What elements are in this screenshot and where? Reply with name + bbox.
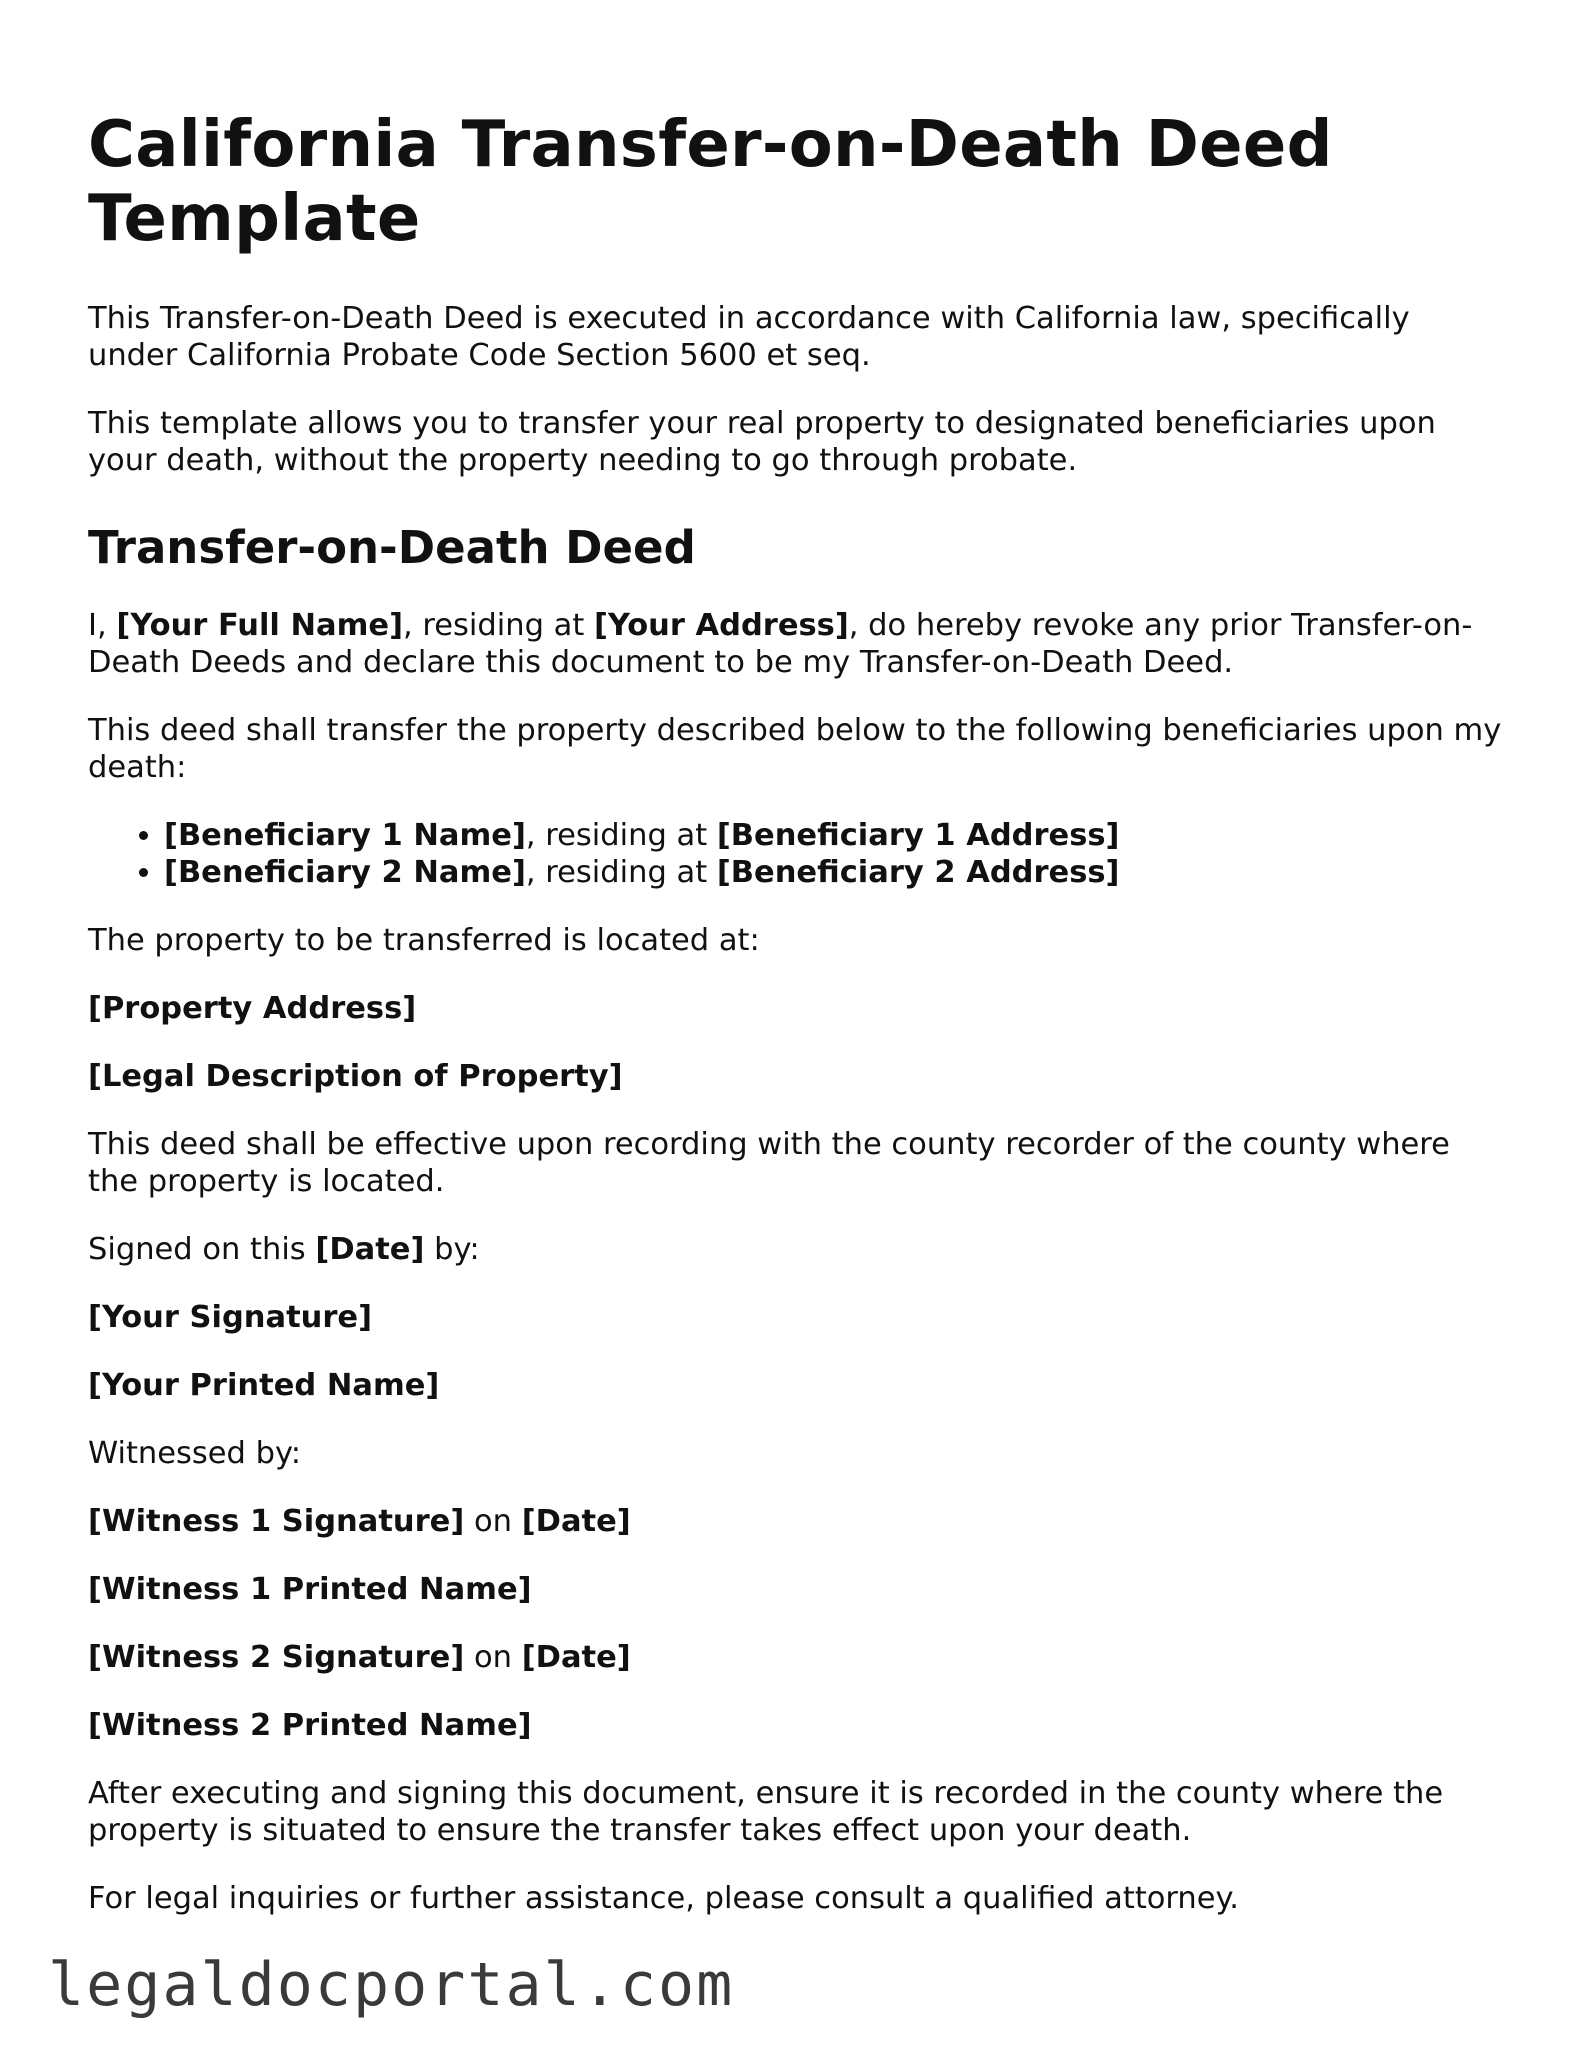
signed-text: by: xyxy=(424,1232,480,1267)
signed-text: Signed on this xyxy=(88,1232,316,1267)
beneficiary-item xyxy=(164,854,1508,891)
legal-description xyxy=(88,1058,1508,1095)
property-address-placeholder: [Property Address] xyxy=(88,991,417,1026)
intro-paragraph: This template allows you to transfer your real property to designated beneficiaries upon your death, without the property needing to go through probate. xyxy=(88,406,1436,478)
beneficiary-address: [Beneficiary 2 Address] xyxy=(716,855,1120,890)
your-printed-name xyxy=(88,1367,1508,1404)
witness-printed-name-placeholder: [Witness 2 Printed Name] xyxy=(88,1708,532,1743)
beneficiary-list xyxy=(88,817,1508,891)
witnessed-by: Witnessed by: xyxy=(88,1436,302,1471)
witness-signature-line xyxy=(88,1639,1508,1676)
closing-paragraph: After executing and signing this document, ensure it is recorded in the county where the property is situated to ensure the transfer takes effect upon your death. xyxy=(88,1776,1444,1848)
address-placeholder: [Your Address] xyxy=(593,608,849,643)
beneficiary-separator: , residing at xyxy=(525,818,717,853)
your-signature xyxy=(88,1299,1508,1336)
your-signature-placeholder: [Your Signature] xyxy=(88,1300,373,1335)
your-printed-name-placeholder: [Your Printed Name] xyxy=(88,1368,440,1403)
signed-date-placeholder: [Date] xyxy=(315,1232,425,1267)
beneficiary-name: [Beneficiary 1 Name] xyxy=(164,818,526,853)
effective-statement: This deed shall be effective upon recording with the county recorder of the county where the property is located. xyxy=(88,1127,1450,1199)
transfer-statement: This deed shall transfer the property described below to the following beneficiaries upon my death: xyxy=(88,713,1502,785)
property-address xyxy=(88,990,1508,1027)
witness-on-text: on xyxy=(464,1504,522,1539)
declaration-text: , residing at xyxy=(403,608,594,643)
witness-signature-placeholder: [Witness 2 Signature] xyxy=(88,1640,465,1675)
declaration-paragraph xyxy=(88,607,1508,681)
property-intro: The property to be transferred is located at: xyxy=(88,923,760,958)
beneficiary-separator: , residing at xyxy=(525,855,717,890)
witness-on-text: on xyxy=(464,1640,522,1675)
witness-date-placeholder: [Date] xyxy=(521,1504,631,1539)
signed-line xyxy=(88,1231,1508,1268)
section-heading: Transfer-on-Death Deed xyxy=(88,521,696,574)
witness-printed-name xyxy=(88,1571,1508,1608)
site-watermark: legaldocportal.com xyxy=(48,1950,735,2020)
witness-date-placeholder: [Date] xyxy=(521,1640,631,1675)
witness-signature-placeholder: [Witness 1 Signature] xyxy=(88,1504,465,1539)
declaration-text: I, xyxy=(88,608,117,643)
witness-printed-name-placeholder: [Witness 1 Printed Name] xyxy=(88,1572,532,1607)
document-title: California Transfer-on-Death Deed Template xyxy=(88,108,1333,256)
witness-signature-line xyxy=(88,1503,1508,1540)
closing-paragraph: For legal inquiries or further assistance, please consult a qualified attorney. xyxy=(88,1881,1239,1916)
intro-paragraph: This Transfer-on-Death Deed is executed in accordance with California law, specifically under California Probate Code Section 5600 et seq. xyxy=(88,301,1410,373)
beneficiary-item xyxy=(164,817,1508,854)
beneficiary-name: [Beneficiary 2 Name] xyxy=(164,855,526,890)
witness-printed-name xyxy=(88,1707,1508,1744)
declaration-text: , do hereby revoke any prior Transfer-on-Death Deeds and declare this document to be my Transfer-on-Death Deed. xyxy=(88,608,1473,680)
beneficiary-address: [Beneficiary 1 Address] xyxy=(716,818,1120,853)
document-page xyxy=(88,108,1508,1948)
full-name-placeholder: [Your Full Name] xyxy=(116,608,404,643)
legal-description-placeholder: [Legal Description of Property] xyxy=(88,1059,623,1094)
